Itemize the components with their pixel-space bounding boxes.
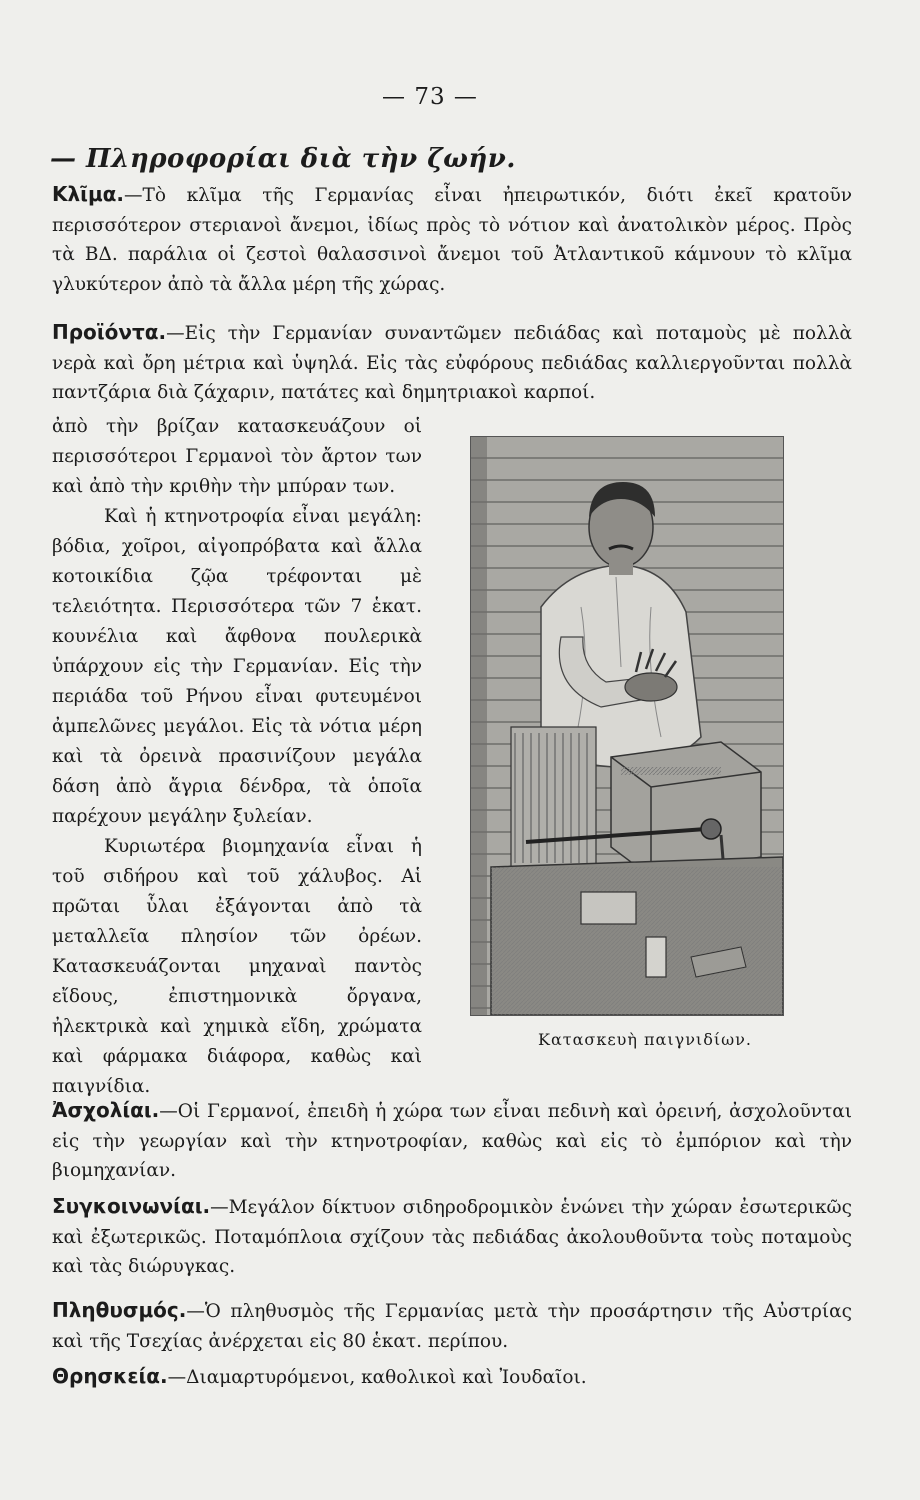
figure-caption: Κατασκευὴ παιγνιδίων.	[538, 1030, 752, 1049]
population-text: —Ὁ πληθυσμὸς τῆς Γερμανίας μετὰ τὴν προσάρτησιν τῆς Αὐστρίας καὶ τῆς Τσεχίας ἀνέρχεται εἰς 80 ἑκατ. περίπου.	[52, 1301, 852, 1352]
worker-hands	[625, 673, 677, 701]
occupations-paragraph	[52, 1096, 852, 1186]
workbench-box	[611, 742, 761, 877]
climate-paragraph	[52, 180, 852, 299]
engraving-illustration	[471, 437, 783, 1015]
communications-text: —Μεγάλον δίκτυον σιδηροδρομικὸν ἑνώνει τὴν χώραν ἐσωτερικῶς καὶ ἐξωτερικῶς. Ποταμόπλοια σχίζουν τὰς πεδιάδας ἀκολουθοῦντα τοὺς ποταμοὺς καὶ τὰς διώρυγκας.	[52, 1197, 852, 1277]
communications-heading: Συγκοινωνίαι.	[52, 1194, 211, 1218]
toy-making-photo	[470, 436, 784, 1016]
occupations-text: —Οἱ Γερμανοί, ἐπειδὴ ἡ χώρα των εἶναι πεδινὴ καὶ ὀρεινή, ἀσχολοῦνται εἰς τὴν γεωργίαν καὶ τὴν κτηνοτροφίαν, καθὼς καὶ εἰς τὸ ἐμπόριον καὶ τὴν βιομηχανίαν.	[52, 1101, 852, 1181]
bench-cylinder	[646, 937, 666, 977]
column-paragraph-industry: Κυριωτέρα βιομηχανία εἶναι ἡ τοῦ σιδήρου καὶ τοῦ χάλυβος. Αἱ πρῶται ὗλαι ἐξάγονται ἀπὸ τὰ μεταλλεῖα πλησίον τῶν ὀρέων. Κατασκευάζονται μηχαναὶ παντὸς εἴδους, ἐπιστημονικὰ ὄργανα, ἠλεκτρικὰ καὶ χημικὰ εἴδη, χρώματα καὶ φάρμακα διάφορα, καθὼς καὶ παιγνίδια.	[52, 836, 422, 1097]
column-paragraph-bread: ἀπὸ τὴν βρίζαν κατασκευάζουν οἱ περισσότεροι Γερμανοὶ τὸν ἄρτον των καὶ ἀπὸ τὴν κριθὴν τὴν μπύραν των.	[52, 416, 422, 497]
column-paragraph-livestock: Καὶ ἡ κτηνοτροφία εἶναι μεγάλη: βόδια, χοῖροι, αἰγοπρόβατα καὶ ἄλλα κοτοικίδια ζῷα τρέφονται μὲ τελειότητα. Περισσότερα τῶν 7 ἑκατ. κουνέλια καὶ ἄφθονα πουλερικὰ ὑπάρχουν εἰς τὴν Γερμανίαν. Εἰς τὴν περιάδα τοῦ Ρήνου εἶναι φυτευμένοι ἀμπελῶνες μεγάλοι. Εἰς τὰ νότια μέρη καὶ τὰ ὀρεινὰ πρασινίζουν μεγάλα δάση ἀπὸ ἄγρια δένδρα, τὰ ὁποῖα παρέχουν μεγάλην ξυλείαν.	[52, 506, 422, 827]
bench-block	[581, 892, 636, 924]
products-text: —Εἰς τὴν Γερμανίαν συναντῶμεν πεδιάδας καὶ ποταμοὺς μὲ πολλὰ νερὰ καὶ ὄρη μέτρια καὶ ὑψηλά. Εἰς τὰς εὐφόρους πεδιάδας καλλιεργοῦνται πολλὰ παντζάρια διὰ ζάχαριν, πατάτες καὶ δημητριακοὶ καρποί.	[52, 323, 852, 403]
religion-paragraph	[52, 1362, 852, 1393]
occupations-heading: Ἀσχολίαι.	[52, 1098, 160, 1122]
religion-text: —Διαμαρτυρόμενοι, καθολικοὶ καὶ Ἰουδαῖοι.	[167, 1367, 587, 1388]
products-column-text	[52, 412, 422, 1102]
products-heading: Προϊόντα.	[52, 320, 167, 344]
religion-heading: Θρησκεία.	[52, 1364, 168, 1388]
page-number: — 73 —	[382, 84, 478, 110]
population-heading: Πληθυσμός.	[52, 1298, 187, 1322]
communications-paragraph	[52, 1192, 852, 1282]
climate-heading: Κλῖμα.	[52, 182, 125, 206]
products-paragraph	[52, 318, 852, 408]
population-paragraph	[52, 1296, 852, 1356]
climate-text: —Τὸ κλῖμα τῆς Γερμανίας εἶναι ἠπειρωτικόν, διότι ἐκεῖ κρατοῦν περισσότερον στεριανοὶ ἄνεμοι, ἰδίως πρὸς τὸ νότιον καὶ ἀνατολικὸν μέρος. Πρὸς τὰ ΒΔ. παράλια οἱ ζεστοὶ θαλασσινοὶ ἄνεμοι τοῦ Ἀτλαντικοῦ κάμνουν τὸ κλῖμα γλυκύτερον ἀπὸ τὰ ἄλλα μέρη τῆς χώρας.	[52, 185, 852, 295]
metal-sheets-stack	[511, 727, 596, 867]
section-title: — Πληροφορίαι διὰ τὴν ζωήν.	[50, 144, 516, 174]
